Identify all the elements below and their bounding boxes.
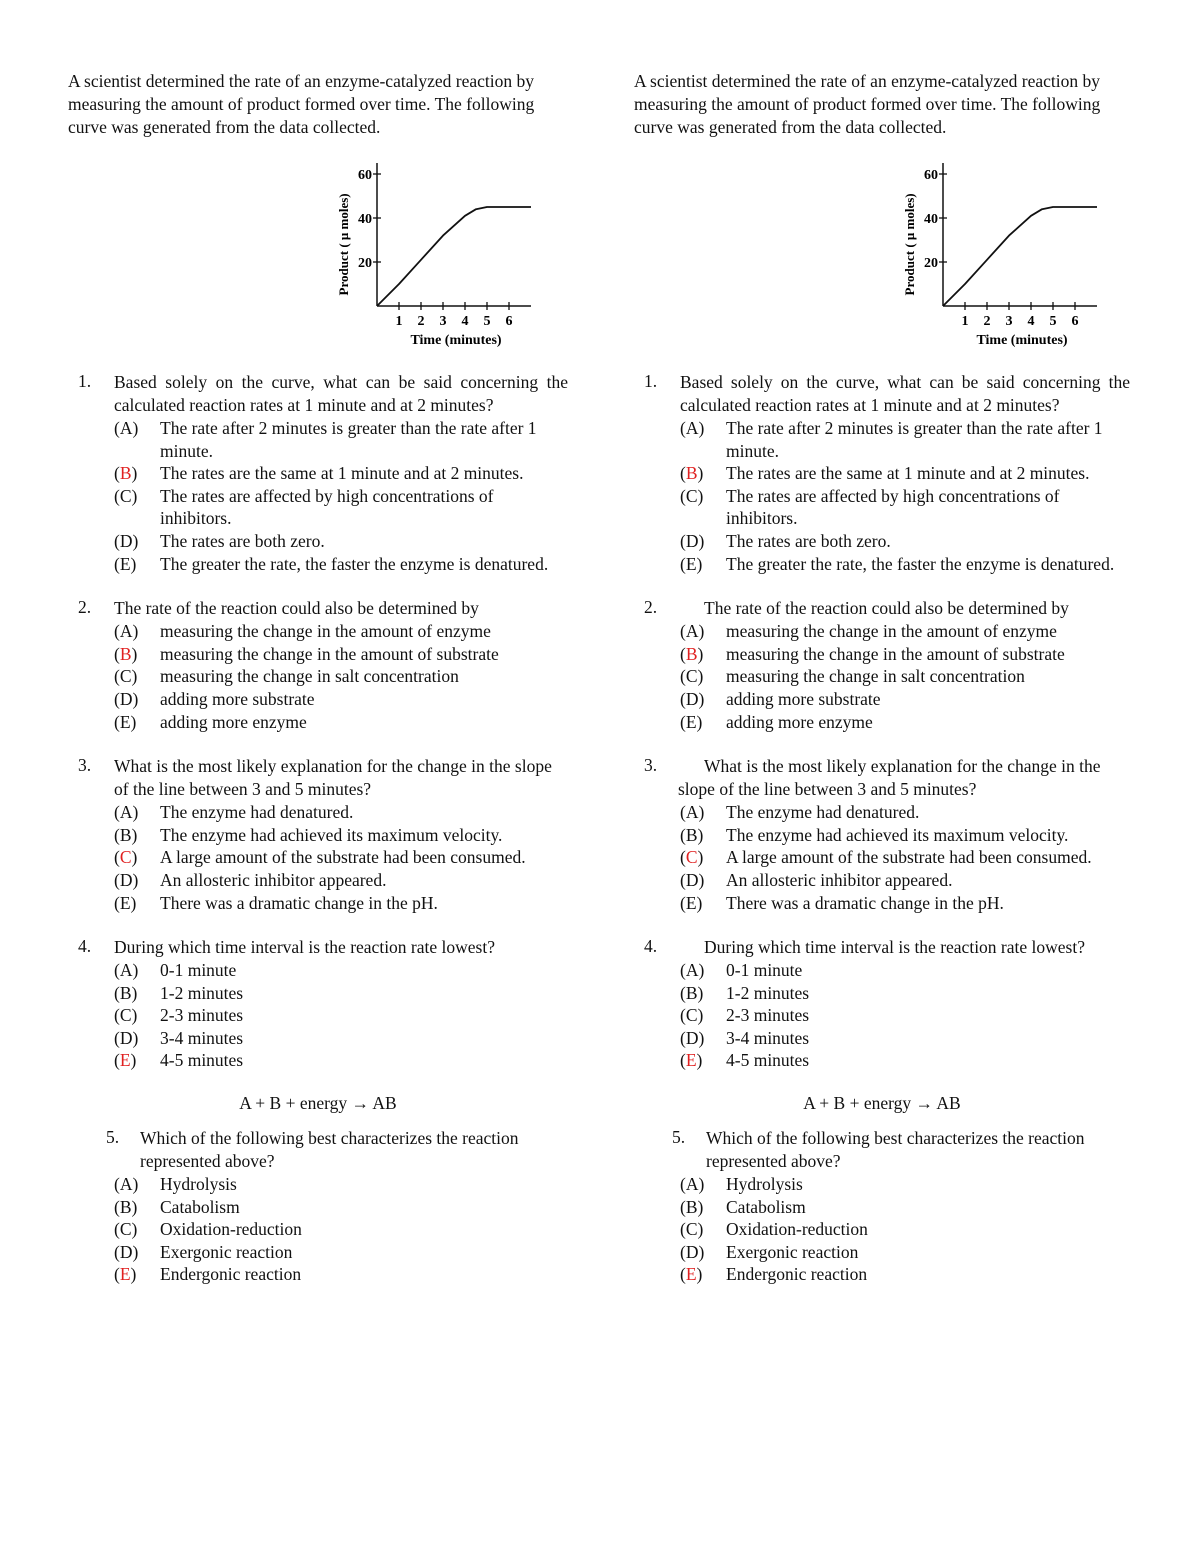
option-letter-char: E [119, 711, 131, 732]
option-text: measuring the change in salt concentration [160, 666, 459, 687]
option-letter: (C) [114, 847, 138, 868]
x-tick-label: 5 [483, 314, 491, 329]
product-vs-time-chart [898, 161, 1098, 351]
option-b [114, 462, 568, 485]
option-text: measuring the change in the amount of substrate [726, 643, 1065, 664]
option-d [680, 1027, 1130, 1050]
option-e [114, 711, 568, 734]
correct-answer-marker: B [685, 643, 698, 664]
option-letter-char: E [685, 892, 697, 913]
option-text: A large amount of the substrate had been consumed. [160, 847, 526, 868]
option-letter-char: D [119, 530, 133, 551]
option-c [680, 485, 1130, 530]
option-text: The greater the rate, the faster the enzyme is denatured. [160, 553, 549, 574]
correct-answer-marker: C [119, 847, 132, 868]
option-letter-char: A [119, 621, 133, 642]
question-stem: What is the most likely explanation for the change in the slope of the line between 3 and 5 minutes? [114, 756, 552, 800]
question-3 [68, 755, 568, 914]
option-letter-char: C [685, 1219, 698, 1240]
option-letter: (B) [680, 643, 704, 664]
option-b [680, 1196, 1130, 1219]
option-b [680, 982, 1130, 1005]
option-letter-char: C [685, 1005, 698, 1026]
option-list [114, 959, 568, 1072]
question-number: 5. [672, 1127, 686, 1148]
intro-paragraph: A scientist determined the rate of an enzyme-catalyzed reaction by measuring the amount of product formed over time. The following curve was generated from the data collected. [634, 71, 1101, 137]
option-text: Hydrolysis [726, 1174, 803, 1195]
option-letter: (E) [114, 1050, 137, 1071]
reaction-equation: A + B + energy → AB [239, 1093, 397, 1114]
option-letter: (B) [680, 1196, 704, 1217]
option-text: adding more enzyme [726, 711, 873, 732]
option-text: Oxidation-reduction [726, 1219, 868, 1240]
option-letter-char: D [685, 1241, 699, 1262]
option-a [114, 801, 568, 824]
option-letter-char: C [685, 485, 698, 506]
question-list [68, 371, 568, 1072]
option-d [114, 688, 568, 711]
option-text: The rates are both zero. [160, 530, 325, 551]
option-b [114, 1196, 568, 1219]
option-text: 2-3 minutes [726, 1005, 810, 1026]
y-axis-label: Product ( μ moles) [336, 193, 351, 296]
y-tick-label: 20 [358, 256, 372, 271]
option-list [680, 620, 1130, 733]
correct-answer-marker: E [119, 1050, 131, 1071]
option-e [680, 553, 1130, 576]
option-letter: (E) [680, 892, 703, 913]
question-5 [634, 1127, 1130, 1286]
reaction-equation: A + B + energy → AB [803, 1093, 961, 1114]
option-text: The rates are the same at 1 minute and at 2 minutes. [726, 463, 1090, 484]
question-2 [68, 597, 568, 733]
x-tick-label: 2 [417, 314, 425, 329]
option-d [114, 1241, 568, 1264]
question-number: 5. [106, 1127, 120, 1148]
option-letter: (C) [680, 1005, 704, 1026]
option-letter: (E) [114, 553, 137, 574]
question-stem: Based solely on the curve, what can be said concerning the calculated reaction rates at 1 minute and at 2 minutes? [680, 372, 1130, 415]
option-c [114, 846, 568, 869]
option-text: The rate after 2 minutes is greater than the rate after 1 minute. [726, 418, 1103, 461]
option-text: Catabolism [160, 1196, 240, 1217]
option-text: There was a dramatic change in the pH. [160, 892, 438, 913]
x-axis-label: Time (minutes) [410, 333, 502, 348]
question-stem: The rate of the reaction could also be determined by [704, 598, 1069, 619]
question-stem: During which time interval is the reaction rate lowest? [114, 937, 495, 958]
option-letter: (D) [680, 1241, 705, 1262]
option-a [680, 801, 1130, 824]
option-text: The rates are affected by high concentrations of inhibitors. [160, 485, 494, 529]
option-letter: (B) [680, 463, 704, 484]
option-c [680, 1004, 1130, 1027]
option-text: An allosteric inhibitor appeared. [160, 869, 387, 890]
option-list [114, 417, 568, 575]
option-text: Endergonic reaction [726, 1264, 868, 1285]
option-letter: (C) [680, 1219, 704, 1240]
option-text: measuring the change in salt concentration [726, 666, 1025, 687]
option-letter: (C) [114, 666, 138, 687]
option-list [680, 959, 1130, 1072]
option-letter: (C) [114, 1219, 138, 1240]
option-letter-char: B [685, 982, 698, 1003]
option-a [680, 620, 1130, 643]
option-text: measuring the change in the amount of enzyme [160, 621, 491, 642]
correct-answer-marker: B [119, 643, 132, 664]
question-number: 2. [644, 597, 658, 618]
correct-answer-marker: B [119, 463, 132, 484]
x-axis-label: Time (minutes) [976, 333, 1068, 348]
option-d [114, 869, 568, 892]
question-number: 2. [78, 597, 92, 618]
option-text: measuring the change in the amount of substrate [160, 643, 499, 664]
option-text: Endergonic reaction [160, 1264, 302, 1285]
option-letter-char: C [685, 666, 698, 687]
option-text: Hydrolysis [160, 1174, 237, 1195]
option-a [114, 417, 568, 462]
option-letter-char: E [119, 892, 131, 913]
option-letter: (A) [680, 802, 705, 823]
question-1 [634, 371, 1130, 575]
option-text: measuring the change in the amount of enzyme [726, 621, 1057, 642]
option-letter: (D) [680, 530, 705, 551]
question-4 [68, 936, 568, 1072]
option-letter-char: E [685, 711, 697, 732]
option-text: adding more substrate [160, 688, 315, 709]
option-text: The rates are affected by high concentrations of inhibitors. [726, 485, 1060, 529]
y-tick-label: 60 [358, 168, 372, 183]
y-tick-label: 40 [358, 212, 372, 227]
correct-answer-marker: B [685, 463, 698, 484]
option-letter-char: E [119, 553, 131, 574]
option-text: 1-2 minutes [160, 982, 244, 1003]
option-letter: (A) [114, 960, 139, 981]
option-text: Exergonic reaction [726, 1241, 859, 1262]
option-letter-char: D [685, 530, 699, 551]
option-text: The rate after 2 minutes is greater than the rate after 1 minute. [160, 418, 537, 461]
x-tick-label: 3 [1005, 314, 1013, 329]
option-letter-char: D [685, 688, 699, 709]
option-letter: (E) [114, 892, 137, 913]
option-letter: (C) [680, 666, 704, 687]
option-letter: (D) [114, 688, 139, 709]
option-letter: (C) [114, 1005, 138, 1026]
option-list [114, 801, 568, 914]
correct-answer-marker: E [119, 1264, 131, 1285]
option-letter-char: C [119, 485, 132, 506]
option-letter-char: C [119, 1219, 132, 1240]
option-letter: (A) [114, 1174, 139, 1195]
option-c [114, 665, 568, 688]
option-letter-char: B [119, 824, 132, 845]
option-d [680, 530, 1130, 553]
y-axis-label: Product ( μ moles) [902, 193, 917, 296]
option-letter: (B) [114, 1196, 138, 1217]
question-number: 3. [644, 755, 658, 776]
option-text: The greater the rate, the faster the enzyme is denatured. [726, 553, 1115, 574]
option-letter-char: C [119, 666, 132, 687]
option-text: The enzyme had achieved its maximum velocity. [726, 824, 1069, 845]
option-letter-char: B [119, 982, 132, 1003]
question-stem: The rate of the reaction could also be determined by [114, 598, 479, 619]
option-text: 1-2 minutes [726, 982, 810, 1003]
product-vs-time-chart [332, 161, 532, 351]
option-letter: (B) [114, 982, 138, 1003]
option-text: There was a dramatic change in the pH. [726, 892, 1004, 913]
option-letter: (D) [114, 869, 139, 890]
x-tick-label: 4 [1027, 314, 1035, 329]
question-number: 4. [644, 936, 658, 957]
option-a [114, 959, 568, 982]
correct-answer-marker: C [685, 847, 698, 868]
option-d [114, 530, 568, 553]
option-letter: (D) [114, 1027, 139, 1048]
option-text: The enzyme had denatured. [160, 802, 354, 823]
option-letter-char: A [685, 802, 699, 823]
option-letter-char: A [119, 960, 133, 981]
x-tick-label: 4 [461, 314, 469, 329]
x-tick-label: 5 [1049, 314, 1057, 329]
option-letter: (B) [114, 643, 138, 664]
option-letter: (B) [114, 824, 138, 845]
option-a [680, 959, 1130, 982]
option-letter: (C) [680, 485, 704, 506]
option-letter-char: D [119, 688, 133, 709]
question-stem: Which of the following best characterizes the reaction represented above? [140, 1128, 519, 1172]
option-letter-char: A [119, 802, 133, 823]
right-column [634, 70, 1130, 1286]
option-d [114, 1027, 568, 1050]
question-number: 3. [78, 755, 92, 776]
option-text: 4-5 minutes [726, 1050, 810, 1071]
option-letter: (C) [114, 485, 138, 506]
option-text: 3-4 minutes [726, 1027, 810, 1048]
option-letter: (A) [114, 621, 139, 642]
y-tick-label: 60 [924, 168, 938, 183]
option-letter: (A) [680, 1174, 705, 1195]
option-a [680, 417, 1130, 462]
option-letter: (E) [680, 711, 703, 732]
option-letter-char: D [685, 869, 699, 890]
option-c [680, 1218, 1130, 1241]
x-tick-label: 2 [983, 314, 991, 329]
option-letter-char: E [685, 553, 697, 574]
option-letter: (A) [680, 621, 705, 642]
question-5 [68, 1127, 568, 1286]
question-stem: During which time interval is the reaction rate lowest? [704, 937, 1085, 958]
option-text: Oxidation-reduction [160, 1219, 302, 1240]
correct-answer-marker: E [685, 1264, 697, 1285]
option-text: The enzyme had denatured. [726, 802, 920, 823]
option-e [114, 553, 568, 576]
option-letter: (E) [680, 1264, 703, 1285]
option-d [680, 688, 1130, 711]
option-letter: (D) [680, 1027, 705, 1048]
option-letter-char: A [119, 418, 133, 438]
option-letter: (E) [114, 711, 137, 732]
option-text: A large amount of the substrate had been consumed. [726, 847, 1092, 868]
left-column [68, 70, 568, 1286]
intro-paragraph: A scientist determined the rate of an enzyme-catalyzed reaction by measuring the amount of product formed over time. The following curve was generated from the data collected. [68, 71, 535, 137]
x-tick-label: 1 [395, 314, 403, 329]
option-e [114, 892, 568, 915]
question-3 [634, 755, 1130, 914]
y-tick-label: 20 [924, 256, 938, 271]
option-letter: (D) [680, 688, 705, 709]
question-list [634, 371, 1130, 1072]
option-letter-char: A [685, 621, 699, 642]
option-c [114, 485, 568, 530]
option-letter-char: B [119, 1196, 132, 1217]
question-4 [634, 936, 1130, 1072]
correct-answer-marker: E [685, 1050, 697, 1071]
option-list [680, 1173, 1130, 1286]
option-letter: (A) [680, 418, 705, 438]
y-tick-label: 40 [924, 212, 938, 227]
question-number: 1. [78, 371, 92, 391]
option-letter: (A) [114, 418, 139, 438]
question-stem: Based solely on the curve, what can be said concerning the calculated reaction rates at 1 minute and at 2 minutes? [114, 372, 568, 415]
option-letter: (B) [114, 463, 138, 484]
option-letter: (B) [680, 982, 704, 1003]
option-e [114, 1263, 568, 1286]
option-c [114, 1004, 568, 1027]
option-text: The enzyme had achieved its maximum velocity. [160, 824, 503, 845]
option-letter-char: A [685, 418, 699, 438]
option-text: adding more substrate [726, 688, 881, 709]
option-c [680, 665, 1130, 688]
option-b [680, 643, 1130, 666]
option-letter-char: A [685, 1174, 699, 1195]
product-curve [377, 207, 531, 306]
option-letter-char: A [119, 1174, 133, 1195]
option-b [114, 824, 568, 847]
question-stem: What is the most likely explanation for the change in the slope of the line between 3 and 5 minutes? [678, 756, 1101, 800]
option-text: 0-1 minute [726, 960, 803, 981]
option-list [114, 620, 568, 733]
x-tick-label: 1 [961, 314, 969, 329]
option-letter: (A) [114, 802, 139, 823]
option-letter: (B) [680, 824, 704, 845]
option-letter-char: D [119, 1027, 133, 1048]
option-letter: (E) [114, 1264, 137, 1285]
option-b [680, 462, 1130, 485]
option-text: 0-1 minute [160, 960, 237, 981]
option-letter: (C) [680, 847, 704, 868]
option-b [114, 982, 568, 1005]
option-text: The rates are both zero. [726, 530, 891, 551]
option-c [114, 1218, 568, 1241]
option-b [680, 824, 1130, 847]
option-letter-char: B [685, 824, 698, 845]
option-letter: (E) [680, 1050, 703, 1071]
option-c [680, 846, 1130, 869]
option-a [114, 1173, 568, 1196]
question-2 [634, 597, 1130, 733]
option-text: The rates are the same at 1 minute and at 2 minutes. [160, 463, 524, 484]
option-e [680, 711, 1130, 734]
option-text: Exergonic reaction [160, 1241, 293, 1262]
option-e [114, 1049, 568, 1072]
option-a [114, 620, 568, 643]
question-number: 4. [78, 936, 92, 957]
option-text: 2-3 minutes [160, 1005, 244, 1026]
option-text: 3-4 minutes [160, 1027, 244, 1048]
option-letter: (A) [680, 960, 705, 981]
option-e [680, 1049, 1130, 1072]
option-b [114, 643, 568, 666]
option-d [680, 869, 1130, 892]
option-text: adding more enzyme [160, 711, 307, 732]
option-d [680, 1241, 1130, 1264]
option-list [114, 1173, 568, 1286]
option-letter-char: C [119, 1005, 132, 1026]
option-letter-char: B [685, 1196, 698, 1217]
option-letter-char: A [685, 960, 699, 981]
x-tick-label: 6 [1071, 314, 1079, 329]
option-letter: (E) [680, 553, 703, 574]
question-stem: Which of the following best characterizes the reaction represented above? [706, 1128, 1085, 1172]
option-list [680, 801, 1130, 914]
option-letter: (D) [114, 1241, 139, 1262]
option-e [680, 892, 1130, 915]
product-curve [943, 207, 1097, 306]
x-tick-label: 6 [505, 314, 513, 329]
question-number: 1. [644, 371, 658, 391]
question-1 [68, 371, 568, 575]
option-text: An allosteric inhibitor appeared. [726, 869, 953, 890]
option-e [680, 1263, 1130, 1286]
x-tick-label: 3 [439, 314, 447, 329]
option-a [680, 1173, 1130, 1196]
option-text: 4-5 minutes [160, 1050, 244, 1071]
option-letter-char: D [685, 1027, 699, 1048]
option-letter-char: D [119, 1241, 133, 1262]
option-list [680, 417, 1130, 575]
option-letter: (D) [114, 530, 139, 551]
option-text: Catabolism [726, 1196, 806, 1217]
option-letter: (D) [680, 869, 705, 890]
option-letter-char: D [119, 869, 133, 890]
